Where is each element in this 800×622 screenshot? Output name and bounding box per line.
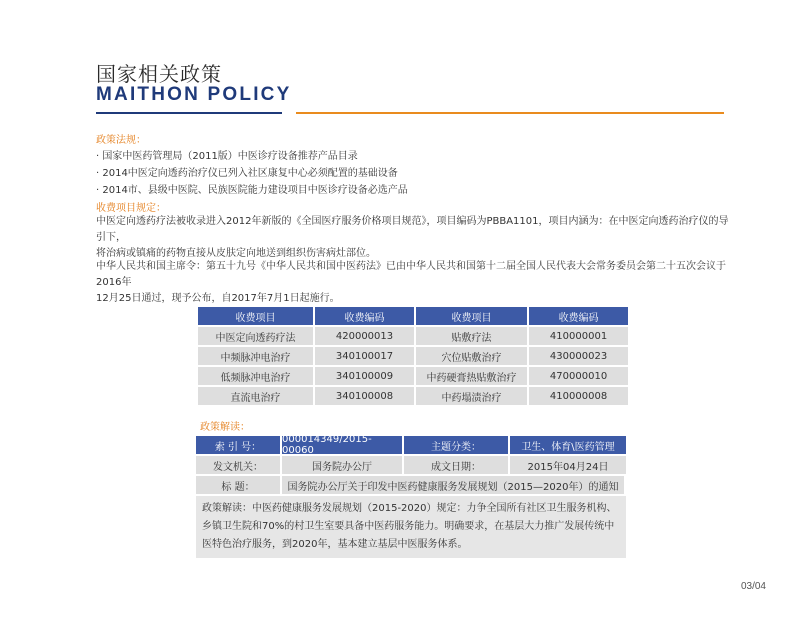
policies-heading: 政策法规： (96, 135, 146, 146)
info-row-issuer (196, 456, 628, 474)
table-cell: 340100017 (315, 347, 414, 365)
fee-table-header: 收费编码 (529, 307, 628, 325)
table-cell: 中医定向透药疗法 (198, 327, 313, 345)
table-cell: 直流电治疗 (198, 387, 313, 405)
policy-item: · 2014中医定向透药治疗仪已列入社区康复中心必须配置的基础设备 (96, 168, 398, 179)
info-row-title (196, 476, 628, 494)
title-underline-orange (296, 112, 724, 114)
fees-paragraph-1-line-1: 中医定向透药疗法被收录进入2012年新版的《全国医疗服务价格项目规范》，项目编码为PBBA1101，项目内涵为：在中医定向透药治疗仪的导引下， (96, 216, 729, 243)
table-cell: 中药塌渍治疗 (416, 387, 527, 405)
table-cell: 340100009 (315, 367, 414, 385)
date-label: 成文日期： (404, 456, 508, 474)
table-cell: 穴位贴敷治疗 (416, 347, 527, 365)
interpretation-heading: 政策解读： (200, 422, 250, 433)
fee-table-header: 收费项目 (198, 307, 313, 325)
policy-item: · 2014市、县级中医院、民族医院能力建设项目中医诊疗设备必选产品 (96, 185, 408, 196)
interpretation-body: 政策解读：中医药健康服务发展规划（2015-2020）规定：力争全国所有社区卫生服务机构、乡镇卫生院和70%的村卫生室要具备中医药服务能力。明确要求，在基层大力推广发展传统中医特色治疗服务，到2020年，基本建立基层中医服务体系。 (196, 496, 626, 558)
table-cell: 340100008 (315, 387, 414, 405)
table-row (198, 387, 628, 405)
fee-table-header: 收费项目 (416, 307, 527, 325)
interpretation-table (196, 436, 628, 558)
topic-value: 卫生、体育\医药管理 (510, 436, 626, 454)
page-number: 03/04 (740, 581, 766, 592)
table-cell: 410000001 (529, 327, 628, 345)
table-cell: 贴敷疗法 (416, 327, 527, 345)
table-cell: 中药硬膏热贴敷治疗 (416, 367, 527, 385)
info-row-index (196, 436, 628, 454)
title-underline-blue (96, 112, 282, 114)
fees-paragraph-2 (96, 259, 736, 307)
fees-heading: 收费项目规定： (96, 203, 166, 214)
page-title-en: MAITHON POLICY (96, 84, 292, 105)
date-value: 2015年04月24日 (510, 456, 626, 474)
policy-item: · 国家中医药管理局（2011版）中医诊疗设备推荐产品目录 (96, 151, 358, 162)
table-row (198, 347, 628, 365)
fee-table-header: 收费编码 (315, 307, 414, 325)
table-row (198, 367, 628, 385)
topic-label: 主题分类： (404, 436, 508, 454)
table-cell: 420000013 (315, 327, 414, 345)
fees-paragraph-1 (96, 214, 736, 262)
table-cell: 低频脉冲电治疗 (198, 367, 313, 385)
issuer-label: 发文机关： (196, 456, 280, 474)
title-value: 国务院办公厅关于印发中医药健康服务发展规划（2015—2020年）的通知 (282, 476, 624, 494)
table-cell: 中频脉冲电治疗 (198, 347, 313, 365)
fees-paragraph-1-line-2: 将治病或镇痛的药物直接从皮肤定向地送到组织伤害病灶部位。 (96, 248, 376, 259)
table-cell: 430000023 (529, 347, 628, 365)
issuer-value: 国务院办公厅 (282, 456, 402, 474)
fees-paragraph-2-line-1: 中华人民共和国主席令：第五十九号《中华人民共和国中医药法》已由中华人民共和国第十二届全国人民代表大会常务委员会第二十五次会议于2016年 (96, 261, 726, 288)
page-title-cn: 国家相关政策 (96, 62, 222, 86)
table-cell: 470000010 (529, 367, 628, 385)
fee-table-header-row (198, 307, 628, 325)
fee-table (196, 305, 630, 407)
table-row (198, 327, 628, 345)
fees-paragraph-2-line-2: 12月25日通过，现予公布，自2017年7月1日起施行。 (96, 293, 340, 304)
index-label: 索 引 号： (196, 436, 280, 454)
title-label: 标 题： (196, 476, 280, 494)
table-cell: 410000008 (529, 387, 628, 405)
index-value: 000014349/2015-00060 (282, 436, 402, 454)
